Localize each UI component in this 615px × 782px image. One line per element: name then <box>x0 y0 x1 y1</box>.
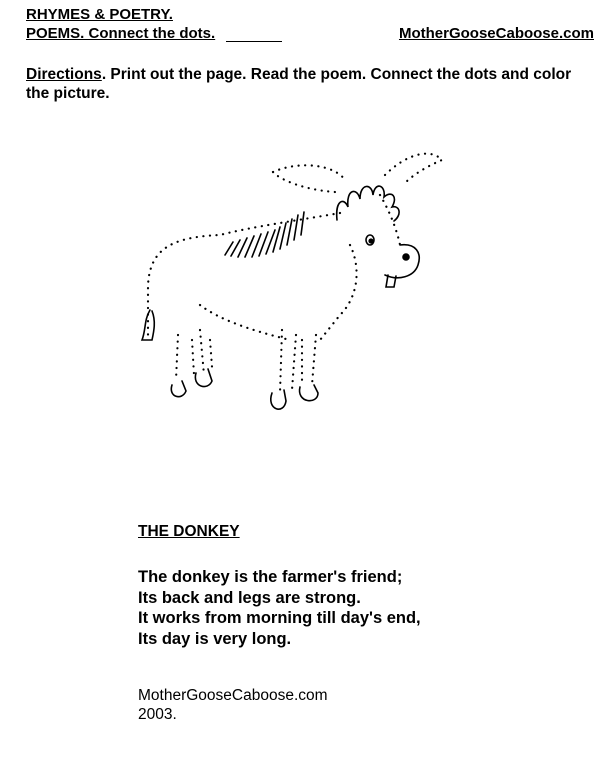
poem-line: The donkey is the farmer's friend; <box>138 568 403 586</box>
directions-label: Directions <box>26 66 102 83</box>
category-heading: RHYMES & POETRY. <box>26 6 173 23</box>
poem-line: Its day is very long. <box>138 629 292 648</box>
footer-year: 2003. <box>138 706 177 723</box>
page-subtitle: POEMS. Connect the dots. <box>26 25 216 42</box>
poem-line: Its back and legs are strong. <box>138 588 361 607</box>
directions-text: . Print out the page. Read the poem. Connect the dots and color the picture. <box>26 66 572 102</box>
donkey-dot-to-dot-picture <box>130 135 450 435</box>
subtitle-row <box>26 25 594 43</box>
footer <box>138 686 328 724</box>
divider <box>226 41 282 42</box>
poem-line: It works from morning till day's end, <box>138 609 421 627</box>
footer-site: MotherGooseCaboose.com <box>138 687 328 704</box>
poem-body <box>138 567 421 649</box>
directions <box>26 65 586 103</box>
poem-title: THE DONKEY <box>138 523 240 540</box>
site-link[interactable]: MotherGooseCaboose.com <box>398 25 594 42</box>
